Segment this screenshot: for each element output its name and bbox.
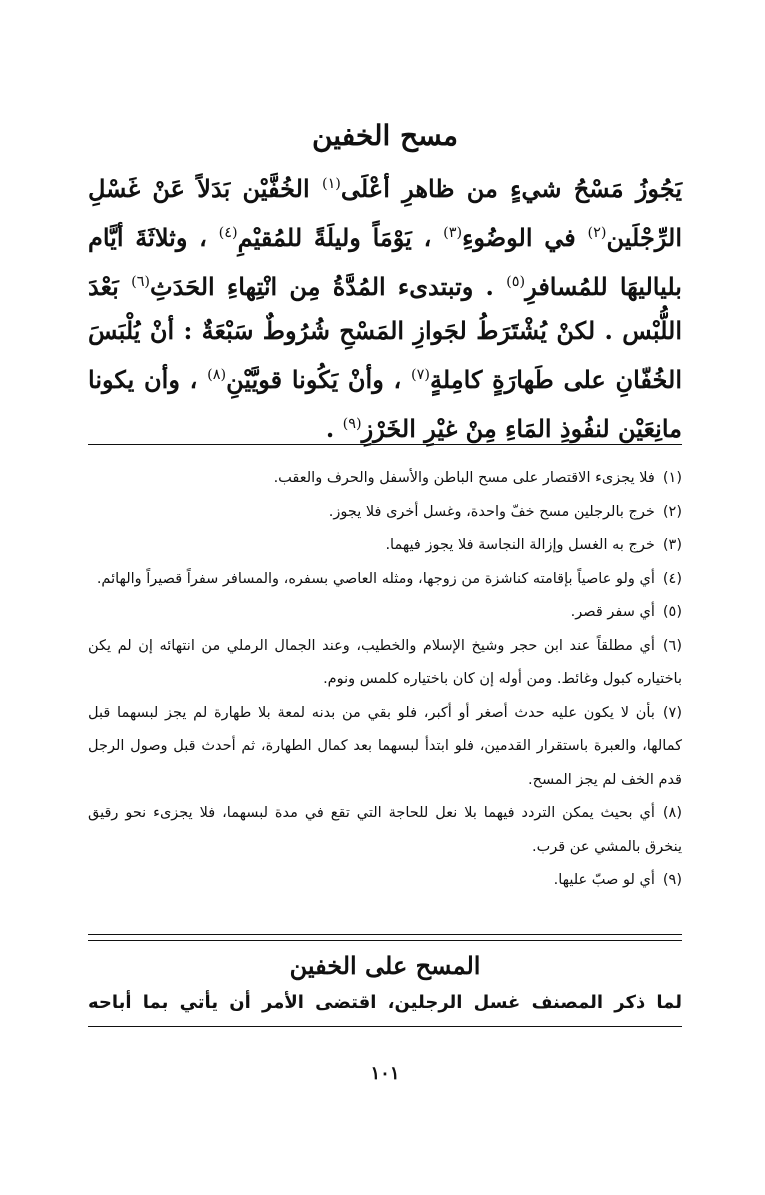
footnote-ref[interactable]: (٥) [506,274,526,290]
footnote-ref[interactable]: (٧) [410,367,430,383]
footnote-number: (٢) [662,503,682,520]
footnote-item [88,462,682,496]
main-text-segment: الخُفَّيْن بَدَلاً عَنْ غَسْلِ الرِّجْلَين [88,174,683,252]
main-text-segment: ، يَوْمَاً وليلَةً للمُقيْمِ [237,223,444,252]
main-text-segment: ، وأن يكونا مانِعَيْن لنفُوذِ المَاءِ مِنْ غيْرِ الخَرْزِ [88,365,682,443]
page-number: ١٠١ [370,1063,400,1084]
footnote-ref[interactable]: (٦) [131,274,151,290]
footnote-text: أي لو صبّ عليها. [553,872,655,888]
book-page [88,0,682,1195]
footnote-item [88,596,682,630]
bottom-divider [88,1026,682,1027]
footnote-ref[interactable]: (٤) [218,225,238,241]
footnote-ref[interactable]: (٨) [207,367,227,383]
footnote-number: (٣) [662,537,682,553]
section-title: المسح على الخفين [289,951,481,980]
footnotes-list [88,462,682,898]
footnote-item [88,797,682,864]
footnote-number: (٨) [662,805,682,821]
footnote-number: (٤) [662,570,682,587]
footnote-item [88,563,682,597]
footnote-number: (٧) [662,704,682,721]
footnote-divider [88,444,682,445]
footnote-item [88,864,682,898]
footnote-text: خرج به الغسل وإزالة النجاسة فلا يجوز فيهما. [385,537,655,553]
footnote-text: أي بحيث يمكن التردد فيهما بلا نعل للحاجة التي تقع في مدة لبسهما، فلا يجزىء نحو رقيق ينخرق بالمشي عن قرب. [88,805,682,855]
page-title: مسح الخفين [311,119,459,152]
main-text-segment: يَجُوزُ مَسْحُ شيءٍ من ظاهرِ أعْلَى [340,174,682,203]
main-text-segment: في الوضُوءِ [462,223,588,252]
footnote-item [88,697,682,798]
footnote-ref[interactable]: (١) [321,176,341,192]
footnote-item [88,529,682,563]
footnote-item [88,630,682,697]
footnote-number: (١) [662,470,682,486]
footnote-number: (٩) [662,872,682,888]
main-text-segment: بَعْدَ اللُّبْس . لكنْ يُشْتَرَطُ لجَوازِ المَسْحِ شُرُوطٌ سَبْعَةٌ : أنْ يُلْبَسَ الخُفّانِ على طَهارَةٍ كامِلةٍ [88,272,682,394]
footnote-text: أي ولو عاصياً بإقامته كناشزة من زوجها، ومثله العاصي بسفره، والمسافر سفراً قصيراً والهائم. [96,570,655,587]
main-text [88,162,682,451]
footnote-ref[interactable]: (٢) [587,225,607,241]
footnote-text: أي سفر قصر. [570,604,655,620]
footnote-text: فلا يجزىء الاقتصار على مسح الباطن والأسفل والحرف والعقب. [273,470,655,486]
main-text-segment: ، وأنْ يَكُونا قويَّيْنِ [226,365,411,394]
main-text-segment: . وتبتدىء المُدَّةُ مِن انْتِهاءِ الحَدَثِ [150,272,507,301]
footnote-number: (٥) [662,604,682,620]
footnote-item [88,496,682,530]
main-text-segment: . [325,414,343,443]
footnote-text: بأن لا يكون عليه حدث أصغر أو أكبر، فلو بقي من بدنه لمعة بلا طهارة لم يجز لبسهما قبل كمالها، والعبرة باستقرار القدمين، فلو ابتدأ لبسهما بعد كمال الطهارة، ثم أحدث قبل وصول الرجل قدم الخف لم يجز المسح. [88,704,682,788]
section-double-divider [88,934,682,941]
footnote-text: أي مطلقاً عند ابن حجر وشيخ الإسلام والخطيب، وعند الجمال الرملي من انتهائه إن لم يكن باختياره كبول وغائط. ومن أوله إن كان باختياره كلمس ونوم. [88,637,682,687]
section-text: لما ذكر المصنف غسل الرجلين، اقتضى الأمر أن يأتي بما أباحه [88,992,682,1013]
footnote-ref[interactable]: (٩) [342,416,362,432]
footnote-ref[interactable]: (٣) [443,225,463,241]
main-text-segment: ، وثلاثَةَ أيَّام بلياليهَا للمُسافرِ [88,223,682,301]
footnote-text: خرج بالرجلين مسح خفّ واحدة، وغسل أخرى فلا يجوز. [328,503,655,520]
footnote-number: (٦) [662,637,682,654]
